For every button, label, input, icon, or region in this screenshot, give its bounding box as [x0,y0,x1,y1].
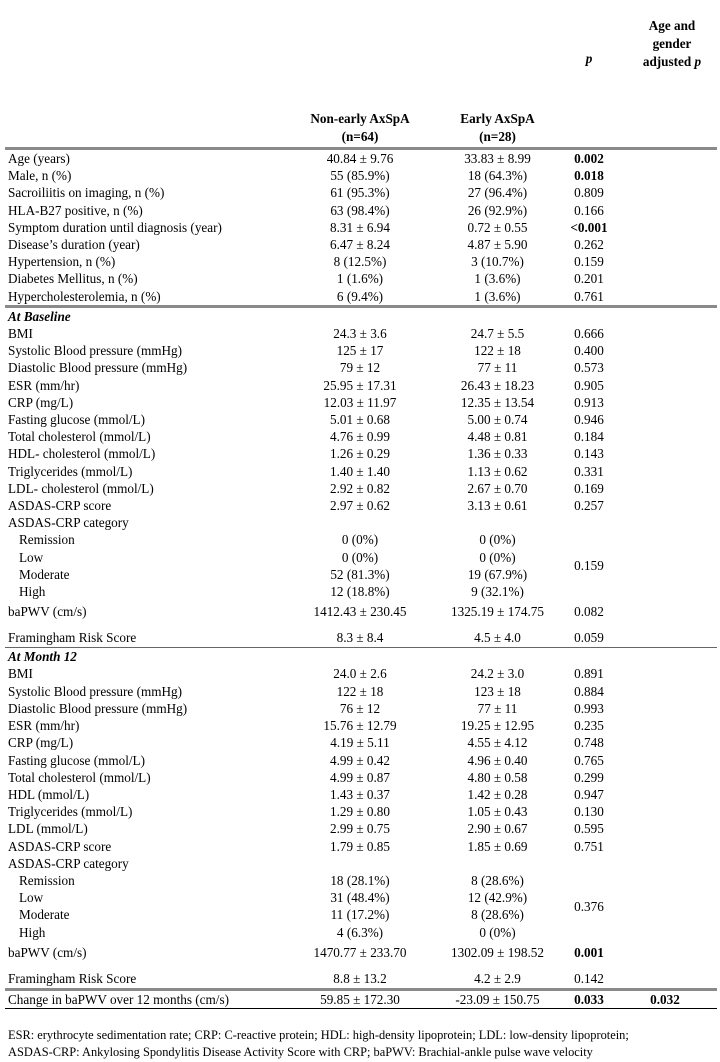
early-value: 77 ± 11 [477,700,518,716]
p-value [565,855,613,872]
non-early-value: 6 (9.4%) [290,288,430,307]
non-early-value: 24.3 ± 3.6 [333,326,387,342]
non-early-value: 8.3 ± 8.4 [290,623,430,648]
adjusted-p-value [613,167,717,184]
p-value: 0.891 [574,666,604,682]
non-early-value: 24.0 ± 2.6 [333,666,387,682]
adjusted-p-value [613,149,717,168]
adjusted-p-value [613,786,717,803]
early-value: 0 (0%) [479,924,516,940]
empty-cell [613,306,717,325]
table-row [5,717,717,734]
row-label: Framingham Risk Score [5,964,290,990]
non-early-value: 55 (85.9%) [330,168,390,184]
p-value: 0.033 [565,989,613,1008]
p-value: 0.765 [574,752,604,768]
non-early-value: 12.03 ± 11.97 [323,394,397,410]
row-label: Low [19,890,44,906]
non-early-value: 8 (12.5%) [333,254,387,270]
table-row [5,167,717,184]
adjusted-p-value [613,752,717,769]
p-value: 0.159 [574,558,604,574]
row-label: Diastolic Blood pressure (mmHg) [8,700,188,716]
row-label: ESR (mm/hr) [8,718,80,734]
table-row [5,872,717,889]
early-value: 1.85 ± 0.69 [467,838,528,854]
row-label: Fasting glucose (mmol/L) [8,412,145,428]
row-label: Fasting glucose (mmol/L) [8,752,145,768]
adjusted-p-value [613,531,717,548]
adjusted-p-value [613,683,717,700]
table-row [5,377,717,394]
non-early-value: 4.99 ± 0.42 [330,752,390,768]
adjusted-p-value [613,623,717,648]
p-value: <0.001 [570,219,608,235]
non-early-value: 76 ± 12 [339,700,381,716]
empty-cell [565,648,613,666]
p-value: 0.130 [574,804,604,820]
table-row [5,411,717,428]
early-value: 4.2 ± 2.9 [430,964,565,990]
early-value: 9 (32.1%) [471,584,524,600]
row-label: CRP (mg/L) [8,394,74,410]
row-label: High [19,924,46,940]
table-row [5,202,717,219]
header-early-label: Early AxSpA [460,111,535,126]
empty-cell [430,306,565,325]
table-row [5,531,717,548]
adjusted-p-value [613,445,717,462]
p-value: 0.376 [574,898,604,914]
p-value: 0.809 [574,185,604,201]
early-value: 1.05 ± 0.43 [467,804,528,820]
table-row [5,665,717,682]
early-value: 1.42 ± 0.28 [467,786,528,802]
row-label: Triglycerides (mmol/L) [8,804,133,820]
row-label: Age (years) [8,151,70,166]
table-row [5,359,717,376]
row-label: Symptom duration until diagnosis (year) [8,219,222,235]
p-value [565,514,613,531]
table-row [5,253,717,270]
table-row [5,855,717,872]
adjusted-p-value [613,394,717,411]
adjusted-p-value [613,342,717,359]
early-value: 0 (0%) [479,549,516,565]
early-value: 12.35 ± 13.54 [460,394,535,410]
table-row [5,838,717,855]
non-early-value: 52 (81.3%) [330,566,390,582]
early-value: 1.36 ± 0.33 [467,446,528,462]
adjusted-p-value [613,855,717,872]
adjusted-p-value [613,734,717,751]
non-early-value: 2.92 ± 0.82 [330,480,390,496]
early-value: 26 (92.9%) [467,202,528,218]
non-early-value: 15.76 ± 12.79 [323,718,397,734]
row-label: Total cholesterol (mmol/L) [8,769,151,785]
p-value: 0.169 [574,480,604,496]
early-value: 19.25 ± 12.95 [460,718,535,734]
non-early-value: 11 (17.2%) [330,907,390,923]
non-early-value: 0 (0%) [341,532,379,548]
non-early-value: 1 (1.6%) [336,271,384,287]
non-early-value: 1.26 ± 0.29 [330,446,390,462]
header-adj-p: p [694,54,702,69]
row-label: baPWV (cm/s) [8,944,87,960]
row-label: BMI [8,326,33,342]
header-p [565,0,613,149]
early-value: 2.67 ± 0.70 [467,480,528,496]
non-early-value: 18 (28.1%) [330,872,390,888]
non-early-value: 1.79 ± 0.85 [330,838,390,854]
early-value: 1.13 ± 0.62 [467,463,528,479]
early-value: 24.7 ± 5.5 [470,326,525,342]
header-adjusted-p [613,0,717,149]
p-value: 0.184 [574,429,604,445]
non-early-value [290,514,430,531]
adjusted-p-value [613,964,717,990]
p-value: 0.142 [565,964,613,990]
footnote-line-1: ESR: erythrocyte sedimentation rate; CRP: C-reactive protein; HDL: high-density lipoprotein; LDL: low-density lipoprotein; [8,1027,629,1042]
non-early-value: 4 (6.3%) [336,924,384,940]
header-non-early [290,0,430,149]
row-label: Moderate [19,907,70,923]
table-row [5,941,717,964]
table-row [5,184,717,201]
row-label: LDL (mmol/L) [8,821,88,837]
header-adj-line1: Age and [648,18,696,33]
adjusted-p-value [613,463,717,480]
row-label: Framingham Risk Score [5,623,290,648]
adjusted-p-value [613,566,717,583]
adjusted-p-value [613,411,717,428]
non-early-value: 125 ± 17 [336,343,384,359]
empty-cell [565,306,613,325]
early-value: 8 (28.6%) [471,872,524,888]
non-early-value: 1.29 ± 0.80 [330,804,390,820]
row-label: High [19,584,46,600]
empty-cell [290,648,430,666]
table-row [5,325,717,342]
table-row [5,803,717,820]
row-label: Sacroiliitis on imaging, n (%) [8,185,165,201]
p-value: 0.002 [574,151,604,166]
table-row [5,428,717,445]
p-value: 0.993 [574,700,604,716]
adjusted-p-value [613,941,717,964]
early-value [430,514,565,531]
adjusted-p-value [613,583,717,600]
non-early-value: 25.95 ± 17.31 [323,377,397,393]
adjusted-p-value [613,600,717,623]
p-value: 0.001 [574,944,604,960]
footnote-line-2: ASDAS-CRP: Ankylosing Spondylitis Disease Activity Score with CRP; baPWV: Brachial-ankle pulse wave velocity [8,1045,593,1060]
p-value: 0.666 [574,326,604,342]
table-row [5,964,717,990]
p-value: 0.299 [574,769,604,785]
header-p-label: p [585,51,593,66]
adjusted-p-value [613,428,717,445]
adjusted-p-value [613,236,717,253]
table-row [5,236,717,253]
early-value: 33.83 ± 8.99 [464,151,531,166]
table-row [5,463,717,480]
early-value: 123 ± 18 [474,683,521,699]
p-value: 0.573 [574,360,604,376]
p-value: 0.166 [574,202,604,218]
p-value: 0.748 [574,735,604,751]
early-value: 3 (10.7%) [471,254,524,270]
p-value: 0.018 [574,168,604,184]
p-value: 0.331 [574,463,604,479]
non-early-value [290,855,430,872]
table-row [5,683,717,700]
table-row [5,786,717,803]
row-label: ESR (mm/hr) [8,377,80,393]
early-value: 27 (96.4%) [467,185,528,201]
row-label: ASDAS-CRP score [8,498,112,514]
section-heading: At Month 12 [8,649,77,665]
early-value: 4.48 ± 0.81 [467,429,528,445]
early-value: 12 (42.9%) [467,890,528,906]
row-label: LDL- cholesterol (mmol/L) [8,480,154,496]
row-label: Diastolic Blood pressure (mmHg) [8,360,188,376]
adjusted-p-value [613,549,717,566]
p-value: 0.905 [574,377,604,393]
empty-cell [290,306,430,325]
row-label: HDL- cholesterol (mmol/L) [8,446,156,462]
adjusted-p-value [613,820,717,837]
early-value: 0.72 ± 0.55 [467,219,528,235]
header-adj-line3: adjusted [642,54,695,69]
adjusted-p-value [613,325,717,342]
non-early-value: 63 (98.4%) [330,202,390,218]
adjusted-p-value [613,219,717,236]
table-row [5,514,717,531]
early-value: 4.5 ± 4.0 [430,623,565,648]
row-label: Systolic Blood pressure (mmHg) [8,343,182,359]
p-value: 0.946 [574,412,604,428]
p-value: 0.159 [574,254,604,270]
p-value: 0.400 [574,343,604,359]
non-early-value: 1470.77 ± 233.70 [313,944,407,960]
row-label: Remission [19,872,75,888]
early-value: 4.96 ± 0.40 [467,752,528,768]
early-value: 1325.19 ± 174.75 [451,604,544,620]
early-value: 0 (0%) [479,532,516,548]
non-early-value: 122 ± 18 [336,683,384,699]
non-early-value: 8.8 ± 13.2 [290,964,430,990]
row-label: ASDAS-CRP category [8,855,129,871]
early-value: 19 (67.9%) [467,566,528,582]
header-non-early-label: Non-early AxSpA [310,111,410,126]
non-early-value: 4.19 ± 5.11 [330,735,390,751]
adjusted-p-value [613,359,717,376]
non-early-value: 2.99 ± 0.75 [330,821,390,837]
table-row [5,342,717,359]
early-value: -23.09 ± 150.75 [430,989,565,1008]
table-row [5,480,717,497]
p-value: 0.201 [574,271,604,287]
non-early-value: 6.47 ± 8.24 [330,237,390,253]
table-row [5,769,717,786]
non-early-value: 8.31 ± 6.94 [330,219,390,235]
header-early [430,0,565,149]
row-label: HDL (mmol/L) [8,786,90,802]
adjusted-p-value [613,270,717,287]
header-non-early-n: (n=64) [341,129,379,144]
adjusted-p-value [613,184,717,201]
adjusted-p-value [613,480,717,497]
p-value: 0.082 [574,604,604,620]
footnote [5,1027,713,1062]
row-label: BMI [8,666,33,682]
table-row [5,288,717,307]
table-row [5,700,717,717]
row-label: Change in baPWV over 12 months (cm/s) [5,989,290,1008]
non-early-value: 1412.43 ± 230.45 [313,604,407,620]
adjusted-p-value [613,872,717,889]
table-row [5,734,717,751]
comparison-table [5,0,717,1009]
p-value: 0.751 [574,838,604,854]
early-value: 26.43 ± 18.23 [460,377,535,393]
p-value: 0.761 [565,288,613,307]
adjusted-p-value [613,497,717,514]
table-row [5,219,717,236]
early-value: 4.55 ± 4.12 [467,735,528,751]
p-value: 0.884 [574,683,604,699]
early-value: 2.90 ± 0.67 [467,821,528,837]
early-value: 24.2 ± 3.0 [470,666,525,682]
non-early-value: 5.01 ± 0.68 [330,412,390,428]
non-early-value: 31 (48.4%) [330,890,390,906]
adjusted-p-value [613,700,717,717]
p-value: 0.257 [574,498,604,514]
non-early-value: 12 (18.8%) [330,584,390,600]
early-value: 1 (3.6%) [474,271,521,287]
section-heading-row [5,648,717,666]
row-label: Hypercholesterolemia, n (%) [5,288,290,307]
early-value: 1 (3.6%) [430,288,565,307]
non-early-value: 1.40 ± 1.40 [330,463,390,479]
header-variable [5,0,290,149]
early-value: 5.00 ± 0.74 [467,412,528,428]
adjusted-p-value [613,665,717,682]
adjusted-p-value [613,906,717,923]
adjusted-p-value [613,514,717,531]
non-early-value: 4.99 ± 0.87 [330,769,390,785]
row-label: Diabetes Mellitus, n (%) [8,271,138,287]
early-value: 1302.09 ± 198.52 [451,944,544,960]
adjusted-p-value [613,288,717,307]
non-early-value: 0 (0%) [341,549,379,565]
header-early-n: (n=28) [479,129,516,144]
row-label: Triglycerides (mmol/L) [8,463,133,479]
adjusted-p-value: 0.032 [613,989,717,1008]
header-adj-line2: gender [652,36,692,51]
row-label: ASDAS-CRP category [8,515,129,531]
p-value: 0.059 [565,623,613,648]
non-early-value: 2.97 ± 0.62 [330,498,390,514]
early-value [430,855,565,872]
row-label: Disease’s duration (year) [8,237,140,253]
row-label: ASDAS-CRP score [8,838,112,854]
row-label: Low [19,549,44,565]
adjusted-p-value [613,838,717,855]
non-early-value: 61 (95.3%) [330,185,390,201]
non-early-value: 1.43 ± 0.37 [330,786,390,802]
row-label: HLA-B27 positive, n (%) [8,202,143,218]
table-row [5,989,717,1008]
row-label: Moderate [19,566,70,582]
p-value: 0.947 [574,786,604,802]
row-label: CRP (mg/L) [8,735,74,751]
table-body [5,149,717,1009]
table-row [5,394,717,411]
adjusted-p-value [613,803,717,820]
early-value: 122 ± 18 [474,343,521,359]
row-label: Remission [19,532,75,548]
adjusted-p-value [613,253,717,270]
row-label: Total cholesterol (mmol/L) [8,429,151,445]
row-label: baPWV (cm/s) [8,604,87,620]
table-header-row [5,0,717,149]
early-value: 77 ± 11 [477,360,518,376]
adjusted-p-value [613,924,717,941]
section-heading-row [5,306,717,325]
non-early-value: 59.85 ± 172.30 [290,989,430,1008]
adjusted-p-value [613,717,717,734]
p-value: 0.913 [574,394,604,410]
non-early-value: 4.76 ± 0.99 [330,429,390,445]
empty-cell [430,648,565,666]
row-label: Systolic Blood pressure (mmHg) [8,683,182,699]
adjusted-p-value [613,377,717,394]
p-value: 0.595 [574,821,604,837]
p-value: 0.235 [574,718,604,734]
table-row [5,600,717,623]
adjusted-p-value [613,769,717,786]
non-early-value: 40.84 ± 9.76 [326,151,394,166]
non-early-value: 79 ± 12 [339,360,381,376]
row-label: Hypertension, n (%) [8,254,116,270]
table-row [5,445,717,462]
adjusted-p-value [613,889,717,906]
table-row [5,270,717,287]
empty-cell [613,648,717,666]
early-value: 3.13 ± 0.61 [467,498,528,514]
table-row [5,752,717,769]
table-row [5,497,717,514]
table-row [5,149,717,168]
table-row [5,820,717,837]
section-heading: At Baseline [8,308,71,324]
early-value: 18 (64.3%) [467,168,528,184]
adjusted-p-value [613,202,717,219]
early-value: 4.80 ± 0.58 [467,769,528,785]
p-value: 0.262 [574,237,604,253]
early-value: 8 (28.6%) [471,907,524,923]
early-value: 4.87 ± 5.90 [467,237,528,253]
p-value: 0.143 [574,446,604,462]
row-label: Male, n (%) [8,168,72,184]
table-row [5,623,717,648]
